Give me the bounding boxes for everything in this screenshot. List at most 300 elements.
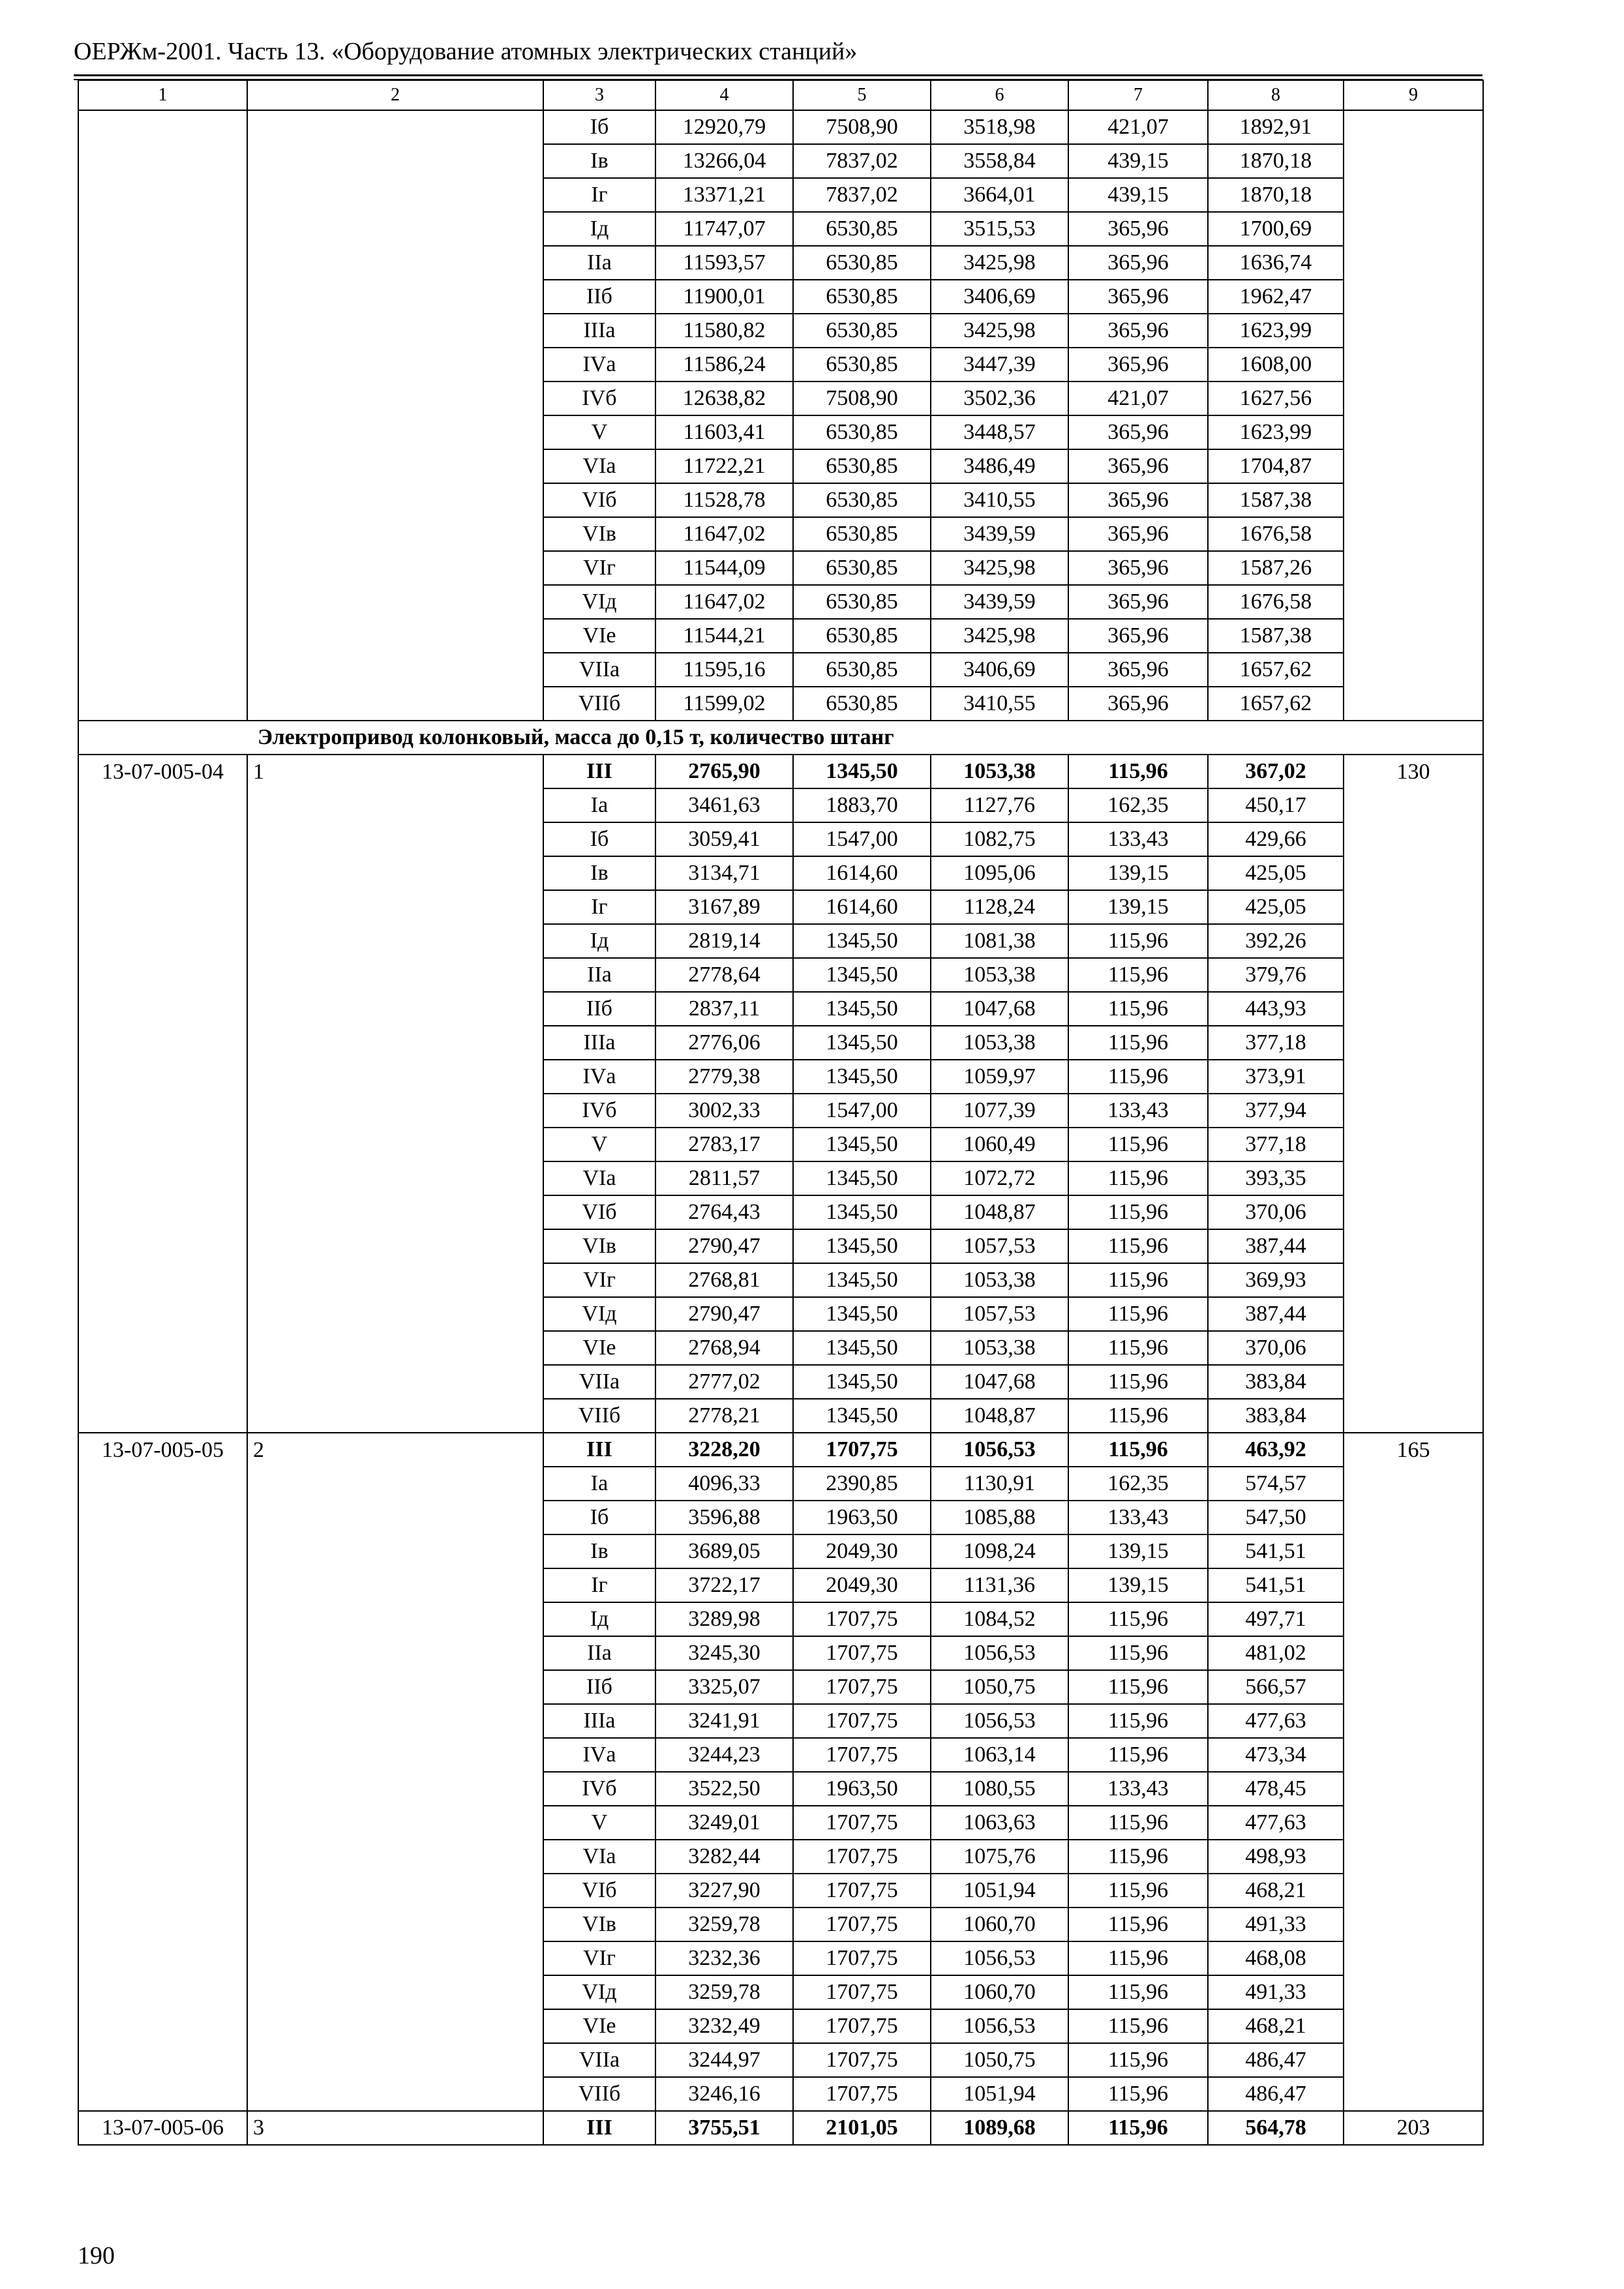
machinist-wage: 115,96 — [1068, 1229, 1208, 1263]
parameter-cell — [247, 1738, 543, 1772]
quantity-cell — [1344, 687, 1483, 721]
total-cost: 2790,47 — [655, 1229, 793, 1263]
machine-cost: 3515,53 — [931, 212, 1068, 246]
total-cost: 2777,02 — [655, 1365, 793, 1399]
code-cell — [78, 1161, 247, 1195]
machinist-wage: 133,43 — [1068, 822, 1208, 856]
machinist-wage: 115,96 — [1068, 1874, 1208, 1908]
zone-code: VIIа — [543, 2043, 655, 2077]
material-cost: 1676,58 — [1208, 585, 1344, 619]
total-cost: 3249,01 — [655, 1806, 793, 1840]
machinist-wage: 421,07 — [1068, 110, 1208, 144]
column-number: 5 — [793, 80, 931, 110]
machine-cost: 1075,76 — [931, 1840, 1068, 1874]
total-cost: 2765,90 — [655, 755, 793, 788]
wage-cost: 1963,50 — [793, 1501, 931, 1534]
total-cost: 2779,38 — [655, 1060, 793, 1094]
total-cost: 3232,49 — [655, 2009, 793, 2043]
quantity-cell — [1344, 1229, 1483, 1263]
parameter-cell — [247, 415, 543, 449]
material-cost: 377,18 — [1208, 1128, 1344, 1161]
table-row — [78, 415, 1483, 449]
wage-cost: 1345,50 — [793, 958, 931, 992]
quantity-cell — [1344, 585, 1483, 619]
wage-cost: 7837,02 — [793, 144, 931, 178]
parameter-cell — [247, 1501, 543, 1534]
quantity-cell — [1344, 1026, 1483, 1060]
code-cell — [78, 280, 247, 314]
code-cell — [78, 1467, 247, 1501]
code-cell — [78, 687, 247, 721]
wage-cost: 1345,50 — [793, 1263, 931, 1297]
quantity-cell — [1344, 144, 1483, 178]
quantity-cell — [1344, 856, 1483, 890]
wage-cost: 2390,85 — [793, 1467, 931, 1501]
total-cost: 3244,97 — [655, 2043, 793, 2077]
code-cell — [78, 1399, 247, 1433]
machinist-wage: 365,96 — [1068, 415, 1208, 449]
parameter-cell — [247, 1195, 543, 1229]
material-cost: 564,78 — [1208, 2111, 1344, 2145]
table-row — [78, 788, 1483, 822]
wage-cost: 1345,50 — [793, 1297, 931, 1331]
quantity-cell — [1344, 2009, 1483, 2043]
parameter-cell — [247, 1908, 543, 1941]
zone-code: IVб — [543, 1094, 655, 1128]
table-row — [78, 1399, 1483, 1433]
parameter-cell — [247, 110, 543, 144]
zone-code: Iб — [543, 822, 655, 856]
machinist-wage: 162,35 — [1068, 788, 1208, 822]
table-row — [78, 551, 1483, 585]
parameter-cell — [247, 517, 543, 551]
zone-code: VIг — [543, 1941, 655, 1975]
machinist-wage: 365,96 — [1068, 551, 1208, 585]
quantity-cell — [1344, 1636, 1483, 1670]
parameter-cell — [247, 1263, 543, 1297]
machinist-wage: 139,15 — [1068, 1534, 1208, 1568]
material-cost: 491,33 — [1208, 1975, 1344, 2009]
wage-cost: 6530,85 — [793, 212, 931, 246]
machinist-wage: 115,96 — [1068, 992, 1208, 1026]
total-cost: 3461,63 — [655, 788, 793, 822]
material-cost: 1623,99 — [1208, 314, 1344, 348]
wage-cost: 1345,50 — [793, 1060, 931, 1094]
quantity-cell — [1344, 314, 1483, 348]
table-row — [78, 1602, 1483, 1636]
zone-code: Iг — [543, 178, 655, 212]
parameter-cell — [247, 2009, 543, 2043]
parameter-cell — [247, 246, 543, 280]
quantity-cell — [1344, 1297, 1483, 1331]
zone-code: Iа — [543, 788, 655, 822]
quantity-cell — [1344, 1941, 1483, 1975]
total-cost: 3167,89 — [655, 890, 793, 924]
code-cell — [78, 1704, 247, 1738]
total-cost: 2768,81 — [655, 1263, 793, 1297]
table-row — [78, 1636, 1483, 1670]
code-cell — [78, 585, 247, 619]
machine-cost: 3425,98 — [931, 551, 1068, 585]
parameter-cell — [247, 992, 543, 1026]
total-cost: 3227,90 — [655, 1874, 793, 1908]
machinist-wage: 139,15 — [1068, 1568, 1208, 1602]
code-cell — [78, 1941, 247, 1975]
machine-cost: 3425,98 — [931, 246, 1068, 280]
table-row — [78, 1263, 1483, 1297]
machine-cost: 1063,63 — [931, 1806, 1068, 1840]
code-cell — [78, 1331, 247, 1365]
table-row — [78, 1772, 1483, 1806]
parameter-cell — [247, 212, 543, 246]
material-cost: 450,17 — [1208, 788, 1344, 822]
material-cost: 473,34 — [1208, 1738, 1344, 1772]
code-cell — [78, 1195, 247, 1229]
code-cell — [78, 382, 247, 415]
machinist-wage: 365,96 — [1068, 449, 1208, 483]
quantity-cell — [1344, 1263, 1483, 1297]
machine-cost: 1053,38 — [931, 1026, 1068, 1060]
total-cost: 3722,17 — [655, 1568, 793, 1602]
material-cost: 1676,58 — [1208, 517, 1344, 551]
material-cost: 425,05 — [1208, 890, 1344, 924]
wage-cost: 6530,85 — [793, 314, 931, 348]
wage-cost: 2049,30 — [793, 1534, 931, 1568]
zone-code: VIд — [543, 1975, 655, 2009]
machinist-wage: 115,96 — [1068, 755, 1208, 788]
machine-cost: 1051,94 — [931, 2077, 1068, 2111]
parameter-cell — [247, 1161, 543, 1195]
parameter-cell — [247, 280, 543, 314]
quantity-cell — [1344, 1534, 1483, 1568]
machinist-wage: 115,96 — [1068, 1161, 1208, 1195]
quantity-cell: 165 — [1344, 1433, 1483, 1467]
quantity-cell — [1344, 1806, 1483, 1840]
parameter-cell — [247, 1704, 543, 1738]
parameter-cell — [247, 1128, 543, 1161]
machine-cost: 1081,38 — [931, 924, 1068, 958]
total-cost: 2811,57 — [655, 1161, 793, 1195]
table-row — [78, 1738, 1483, 1772]
code-cell — [78, 2043, 247, 2077]
code-cell — [78, 788, 247, 822]
total-cost: 11722,21 — [655, 449, 793, 483]
total-cost: 11544,21 — [655, 619, 793, 653]
total-cost: 2783,17 — [655, 1128, 793, 1161]
material-cost: 481,02 — [1208, 1636, 1344, 1670]
zone-code: VIе — [543, 619, 655, 653]
table-row — [78, 1975, 1483, 2009]
code-cell — [78, 653, 247, 687]
machine-cost: 3502,36 — [931, 382, 1068, 415]
quantity-cell — [1344, 788, 1483, 822]
code-cell — [78, 1365, 247, 1399]
wage-cost: 1707,75 — [793, 1840, 931, 1874]
quantity-cell — [1344, 1331, 1483, 1365]
material-cost: 541,51 — [1208, 1568, 1344, 1602]
code-cell — [78, 1263, 247, 1297]
machine-cost: 1047,68 — [931, 992, 1068, 1026]
parameter-cell — [247, 449, 543, 483]
zone-code: VIв — [543, 517, 655, 551]
parameter-cell — [247, 1534, 543, 1568]
zone-code: V — [543, 415, 655, 449]
zone-code: VIIб — [543, 687, 655, 721]
table-row — [78, 1026, 1483, 1060]
material-cost: 387,44 — [1208, 1229, 1344, 1263]
zone-code: Iг — [543, 890, 655, 924]
zone-code: IVа — [543, 1060, 655, 1094]
parameter-cell — [247, 551, 543, 585]
machine-cost: 1057,53 — [931, 1297, 1068, 1331]
table-row — [78, 585, 1483, 619]
wage-cost: 1707,75 — [793, 1602, 931, 1636]
table-row — [78, 280, 1483, 314]
machinist-wage: 365,96 — [1068, 483, 1208, 517]
zone-code: Iв — [543, 1534, 655, 1568]
parameter-cell: 1 — [247, 755, 543, 788]
wage-cost: 1345,50 — [793, 1026, 931, 1060]
wage-cost: 1345,50 — [793, 1399, 931, 1433]
column-number-row — [78, 80, 1483, 110]
parameter-cell — [247, 585, 543, 619]
wage-cost: 1707,75 — [793, 1670, 931, 1704]
code-cell — [78, 958, 247, 992]
code-cell — [78, 1128, 247, 1161]
code-cell — [78, 1738, 247, 1772]
quantity-cell — [1344, 382, 1483, 415]
total-cost: 11586,24 — [655, 348, 793, 382]
table-row — [78, 822, 1483, 856]
section-row — [78, 721, 1483, 755]
material-cost: 425,05 — [1208, 856, 1344, 890]
material-cost: 1636,74 — [1208, 246, 1344, 280]
material-cost: 566,57 — [1208, 1670, 1344, 1704]
quantity-cell — [1344, 924, 1483, 958]
material-cost: 373,91 — [1208, 1060, 1344, 1094]
zone-code: VIг — [543, 551, 655, 585]
total-cost: 3282,44 — [655, 1840, 793, 1874]
material-cost: 491,33 — [1208, 1908, 1344, 1941]
table-row — [78, 1297, 1483, 1331]
material-cost: 429,66 — [1208, 822, 1344, 856]
machinist-wage: 115,96 — [1068, 1297, 1208, 1331]
table-row — [78, 1128, 1483, 1161]
machine-cost: 3406,69 — [931, 280, 1068, 314]
zone-code: V — [543, 1806, 655, 1840]
machinist-wage: 115,96 — [1068, 1670, 1208, 1704]
total-cost: 3245,30 — [655, 1636, 793, 1670]
quantity-cell — [1344, 280, 1483, 314]
table-row — [78, 1704, 1483, 1738]
machine-cost: 1077,39 — [931, 1094, 1068, 1128]
quantity-cell — [1344, 2077, 1483, 2111]
quantity-cell — [1344, 992, 1483, 1026]
material-cost: 377,18 — [1208, 1026, 1344, 1060]
zone-code: IIа — [543, 1636, 655, 1670]
machine-cost: 1053,38 — [931, 1263, 1068, 1297]
wage-cost: 1345,50 — [793, 1161, 931, 1195]
table-row — [78, 110, 1483, 144]
parameter-cell — [247, 1094, 543, 1128]
zone-code: IIб — [543, 280, 655, 314]
material-cost: 486,47 — [1208, 2077, 1344, 2111]
code-cell — [78, 1670, 247, 1704]
machinist-wage: 139,15 — [1068, 856, 1208, 890]
machine-cost: 3425,98 — [931, 619, 1068, 653]
machine-cost: 3410,55 — [931, 483, 1068, 517]
material-cost: 383,84 — [1208, 1365, 1344, 1399]
wage-cost: 6530,85 — [793, 348, 931, 382]
zone-code: VIа — [543, 1161, 655, 1195]
code-cell — [78, 449, 247, 483]
material-cost: 379,76 — [1208, 958, 1344, 992]
parameter-cell — [247, 1874, 543, 1908]
code-cell — [78, 822, 247, 856]
total-cost: 2837,11 — [655, 992, 793, 1026]
quantity-cell — [1344, 1365, 1483, 1399]
material-cost: 370,06 — [1208, 1195, 1344, 1229]
machinist-wage: 115,96 — [1068, 1263, 1208, 1297]
table-row — [78, 890, 1483, 924]
machine-cost: 1047,68 — [931, 1365, 1068, 1399]
machinist-wage: 115,96 — [1068, 1602, 1208, 1636]
total-cost: 2778,64 — [655, 958, 793, 992]
machinist-wage: 365,96 — [1068, 687, 1208, 721]
wage-cost: 7508,90 — [793, 110, 931, 144]
machine-cost: 1048,87 — [931, 1399, 1068, 1433]
zone-code: IVа — [543, 1738, 655, 1772]
parameter-cell — [247, 619, 543, 653]
zone-code: Iв — [543, 856, 655, 890]
material-cost: 383,84 — [1208, 1399, 1344, 1433]
machinist-wage: 133,43 — [1068, 1094, 1208, 1128]
column-number: 9 — [1344, 80, 1483, 110]
header-rule — [74, 74, 1482, 76]
parameter-cell — [247, 788, 543, 822]
wage-cost: 6530,85 — [793, 415, 931, 449]
total-cost: 4096,33 — [655, 1467, 793, 1501]
code-cell — [78, 856, 247, 890]
code-cell — [78, 1501, 247, 1534]
table-row — [78, 212, 1483, 246]
machine-cost: 1050,75 — [931, 2043, 1068, 2077]
wage-cost: 2049,30 — [793, 1568, 931, 1602]
parameter-cell — [247, 1026, 543, 1060]
code-cell — [78, 144, 247, 178]
machinist-wage: 115,96 — [1068, 1399, 1208, 1433]
machine-cost: 1127,76 — [931, 788, 1068, 822]
wage-cost: 7837,02 — [793, 178, 931, 212]
machinist-wage: 115,96 — [1068, 1908, 1208, 1941]
machinist-wage: 439,15 — [1068, 178, 1208, 212]
material-cost: 498,93 — [1208, 1840, 1344, 1874]
quantity-cell — [1344, 1840, 1483, 1874]
machine-cost: 3486,49 — [931, 449, 1068, 483]
code-cell — [78, 1534, 247, 1568]
column-number: 3 — [543, 80, 655, 110]
quantity-cell — [1344, 1195, 1483, 1229]
table-row — [78, 348, 1483, 382]
machine-cost: 3439,59 — [931, 585, 1068, 619]
wage-cost: 6530,85 — [793, 653, 931, 687]
wage-cost: 1707,75 — [793, 1975, 931, 2009]
total-cost: 11603,41 — [655, 415, 793, 449]
machinist-wage: 115,96 — [1068, 958, 1208, 992]
zone-code: VIе — [543, 1331, 655, 1365]
total-cost: 2819,14 — [655, 924, 793, 958]
table-row — [78, 687, 1483, 721]
code-cell — [78, 2009, 247, 2043]
total-cost: 11528,78 — [655, 483, 793, 517]
table-row — [78, 1840, 1483, 1874]
total-cost: 12920,79 — [655, 110, 793, 144]
wage-cost: 1707,75 — [793, 2009, 931, 2043]
machine-cost: 3447,39 — [931, 348, 1068, 382]
column-number: 2 — [247, 80, 543, 110]
quantity-cell — [1344, 822, 1483, 856]
table-row — [78, 1094, 1483, 1128]
wage-cost: 6530,85 — [793, 517, 931, 551]
material-cost: 1657,62 — [1208, 687, 1344, 721]
material-cost: 393,35 — [1208, 1161, 1344, 1195]
wage-cost: 1345,50 — [793, 755, 931, 788]
material-cost: 547,50 — [1208, 1501, 1344, 1534]
column-number: 7 — [1068, 80, 1208, 110]
parameter-cell — [247, 1467, 543, 1501]
table-row — [78, 1195, 1483, 1229]
machine-cost: 1098,24 — [931, 1534, 1068, 1568]
material-cost: 377,94 — [1208, 1094, 1344, 1128]
parameter-cell — [247, 1297, 543, 1331]
price-table — [78, 80, 1484, 2146]
code-cell — [78, 178, 247, 212]
code-cell — [78, 890, 247, 924]
machine-cost: 3406,69 — [931, 653, 1068, 687]
machine-cost: 1060,70 — [931, 1975, 1068, 2009]
machine-cost: 1050,75 — [931, 1670, 1068, 1704]
code-cell — [78, 517, 247, 551]
machinist-wage: 133,43 — [1068, 1772, 1208, 1806]
wage-cost: 7508,90 — [793, 382, 931, 415]
total-cost: 3689,05 — [655, 1534, 793, 1568]
quantity-cell — [1344, 1704, 1483, 1738]
machine-cost: 1053,38 — [931, 958, 1068, 992]
table-row — [78, 1229, 1483, 1263]
material-cost: 1704,87 — [1208, 449, 1344, 483]
zone-code: VIб — [543, 1195, 655, 1229]
total-cost: 2790,47 — [655, 1297, 793, 1331]
code-cell — [78, 1874, 247, 1908]
wage-cost: 1345,50 — [793, 1195, 931, 1229]
machinist-wage: 115,96 — [1068, 1026, 1208, 1060]
machinist-wage: 115,96 — [1068, 1331, 1208, 1365]
table-row — [78, 246, 1483, 280]
total-cost: 11580,82 — [655, 314, 793, 348]
zone-code: Iб — [543, 1501, 655, 1534]
quantity-cell — [1344, 178, 1483, 212]
material-cost: 477,63 — [1208, 1806, 1344, 1840]
parameter-cell — [247, 1670, 543, 1704]
table-row — [78, 755, 1483, 788]
quantity-cell — [1344, 348, 1483, 382]
quantity-cell — [1344, 1128, 1483, 1161]
zone-code: IIIа — [543, 1026, 655, 1060]
wage-cost: 6530,85 — [793, 585, 931, 619]
zone-code: IIIа — [543, 314, 655, 348]
machine-cost: 1072,72 — [931, 1161, 1068, 1195]
wage-cost: 1707,75 — [793, 1738, 931, 1772]
